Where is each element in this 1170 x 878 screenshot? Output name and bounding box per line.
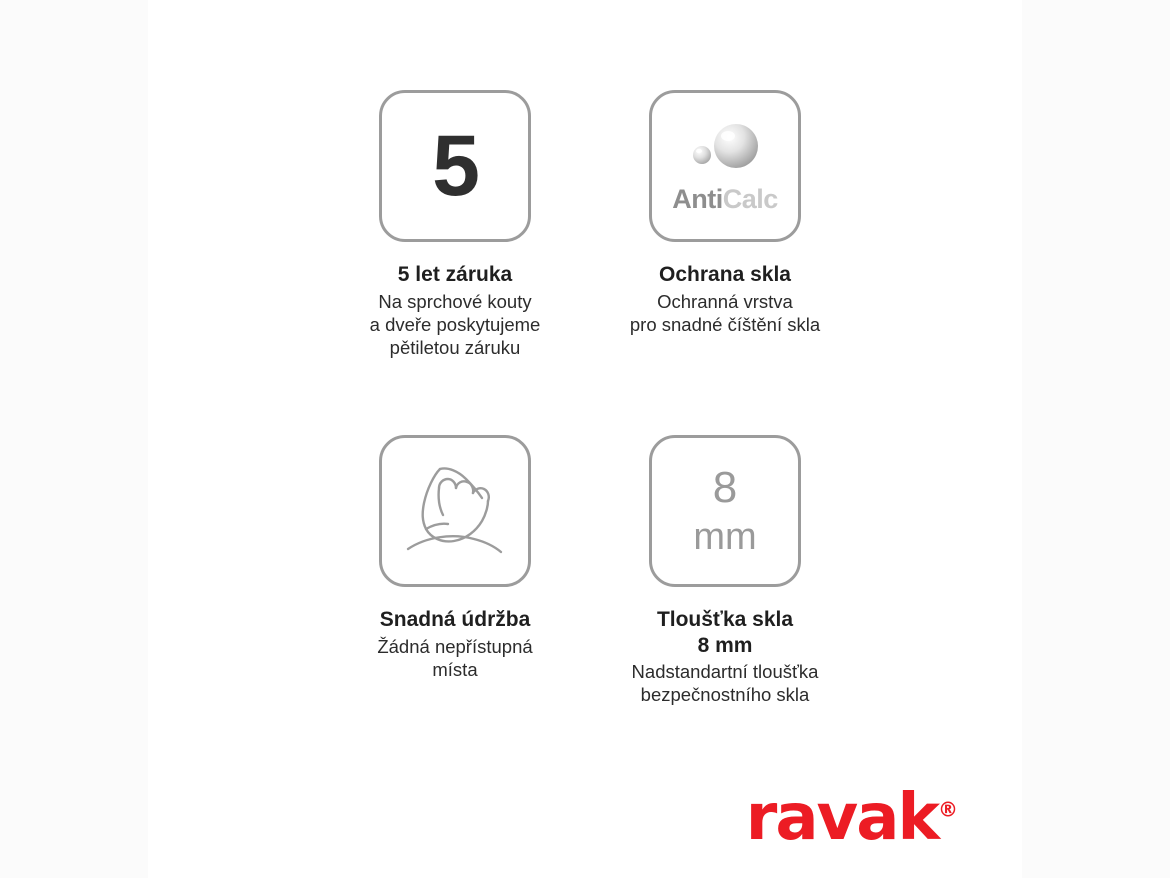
feature-description — [630, 290, 820, 336]
feature-title: 5 let záruka — [397, 263, 513, 286]
anticalc-droplet-icon — [649, 90, 801, 242]
desc-line: pětiletou záruku — [389, 336, 521, 358]
ravak-logo — [745, 781, 958, 855]
hand-graphic — [400, 459, 510, 563]
water-droplets-graphic — [680, 118, 770, 180]
feature-title: Snadná údržba — [379, 607, 531, 631]
thickness-unit: mm — [693, 515, 757, 558]
feature-easy-maintenance — [330, 435, 580, 706]
thickness-number: 8 — [712, 462, 738, 512]
number-five-icon — [379, 90, 531, 242]
anticalc-calc-text: Calc — [722, 183, 778, 214]
feature-title: Ochrana skla — [659, 263, 791, 286]
desc-line: Žádná nepřístupná — [377, 635, 533, 657]
feature-glass-thickness — [600, 435, 850, 706]
desc-line: Ochranná vrstva — [657, 290, 793, 312]
feature-grid — [330, 90, 850, 706]
glass-thickness-icon — [649, 435, 801, 587]
desc-line: místa — [432, 658, 478, 680]
feature-description — [370, 290, 541, 359]
feature-title-line2: 8 mm — [697, 633, 753, 657]
desc-line: pro snadné číštění skla — [629, 313, 821, 335]
anticalc-label — [672, 184, 778, 215]
feature-title — [657, 607, 793, 658]
left-margin — [0, 0, 148, 878]
feature-title-line1: Tloušťka skla — [656, 607, 794, 631]
feature-description — [632, 660, 819, 706]
desc-line: Na sprchové kouty — [378, 290, 532, 312]
feature-description — [377, 635, 532, 681]
trademark-symbol: ® — [938, 797, 958, 822]
feature-glass-protection — [600, 90, 850, 359]
anticalc-anti-text: Anti — [672, 183, 723, 214]
brand-name: ravak — [745, 781, 938, 855]
five-digit-label: 5 — [432, 118, 478, 214]
desc-line: Nadstandartní tloušťka — [631, 661, 819, 683]
desc-line: bezpečnostního skla — [640, 684, 810, 706]
right-margin — [1022, 0, 1170, 878]
feature-warranty — [330, 90, 580, 359]
hand-wiping-icon — [379, 435, 531, 587]
desc-line: a dveře poskytujeme — [369, 313, 541, 335]
